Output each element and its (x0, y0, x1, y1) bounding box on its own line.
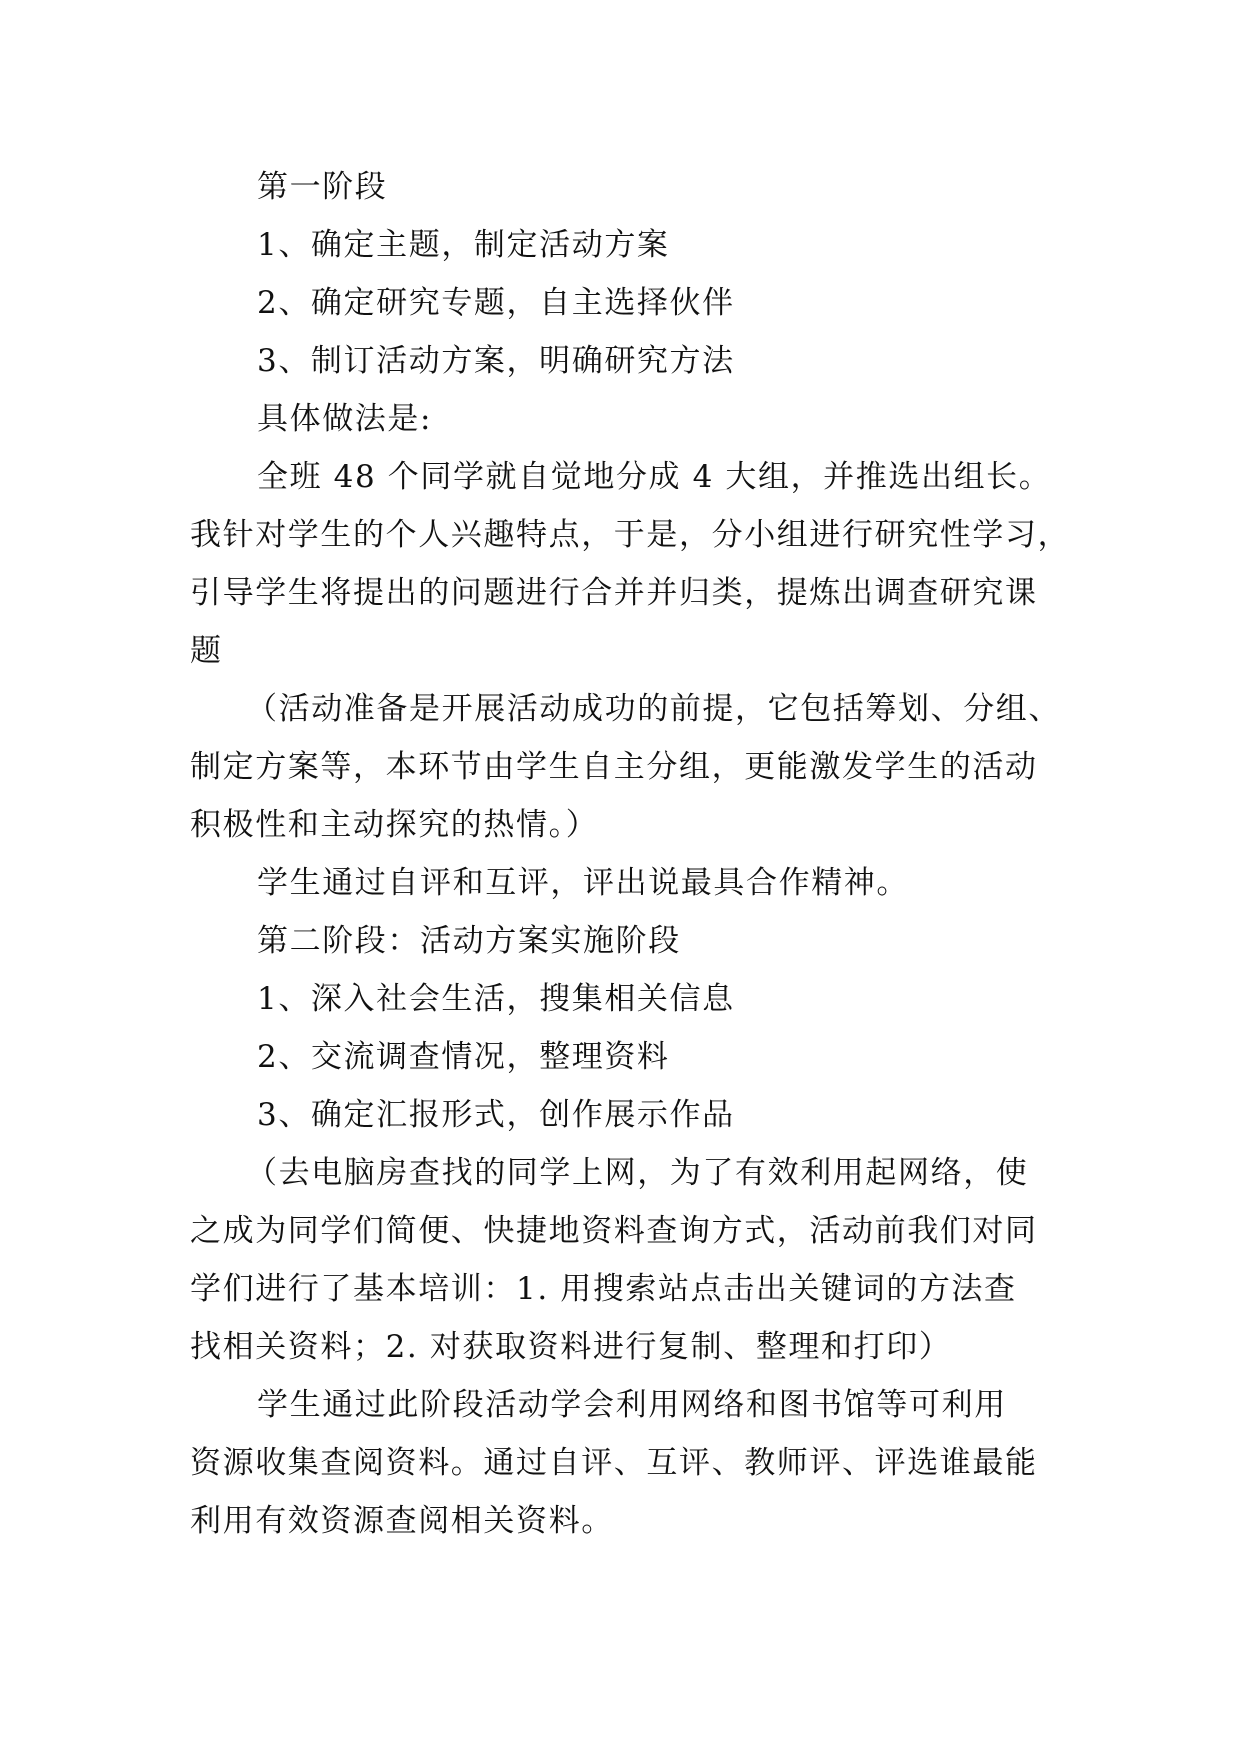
paragraph-line: 学生通过此阶段活动学会利用网络和图书馆等可利用 (257, 1387, 1007, 1423)
stage-2-item: 1、深入社会生活，搜集相关信息 (257, 981, 735, 1017)
method-heading: 具体做法是: (257, 401, 433, 437)
evaluation-sentence: 学生通过自评和互评，评出说最具合作精神。 (257, 865, 909, 901)
stage-1-item: 1、确定主题，制定活动方案 (257, 227, 670, 263)
stage-1-item: 3、制订活动方案，明确研究方法 (257, 343, 735, 379)
note-line: （活动准备是开展活动成功的前提，它包括筹划、分组、 (246, 691, 1061, 727)
paragraph-line: 题 (190, 633, 223, 669)
note-line: 找相关资料；2. 对获取资料进行复制、整理和打印） (190, 1329, 952, 1365)
note-line: 学们进行了基本培训：1. 用搜索站点击出关键词的方法查 (190, 1271, 1017, 1307)
note-line: （去电脑房查找的同学上网，为了有效利用起网络，使 (246, 1155, 1029, 1191)
paragraph-summary (190, 1376, 1056, 1550)
note-line: 制定方案等，本环节由学生自主分组，更能激发学生的活动 (190, 749, 1038, 785)
document-body (190, 158, 1071, 1550)
stage-1-title: 第一阶段 (257, 169, 388, 205)
stage-1-item: 2、确定研究专题，自主选择伙伴 (257, 285, 735, 321)
paragraph-line: 我针对学生的个人兴趣特点，于是，分小组进行研究性学习， (190, 517, 1071, 553)
paragraph-line: 利用有效资源查阅相关资料。 (190, 1503, 614, 1539)
stage-2-title: 第二阶段：活动方案实施阶段 (257, 923, 681, 959)
note-line: 积极性和主动探究的热情。） (190, 807, 599, 843)
paragraph-line: 资源收集查阅资料。通过自评、互评、教师评、评选谁最能 (190, 1445, 1038, 1481)
note-preparation (190, 680, 1061, 854)
stage-2-item: 3、确定汇报形式，创作展示作品 (257, 1097, 735, 1133)
stage-2-item: 2、交流调查情况，整理资料 (257, 1039, 670, 1075)
paragraph-grouping (190, 448, 1071, 680)
note-line: 之成为同学们简便、快捷地资料查询方式，活动前我们对同 (190, 1213, 1038, 1249)
paragraph-line: 引导学生将提出的问题进行合并并归类，提炼出调查研究课 (190, 575, 1038, 611)
note-computer-room (190, 1144, 1056, 1376)
paragraph-line: 全班 48 个同学就自觉地分成 4 大组，并推选出组长。 (257, 459, 1052, 495)
